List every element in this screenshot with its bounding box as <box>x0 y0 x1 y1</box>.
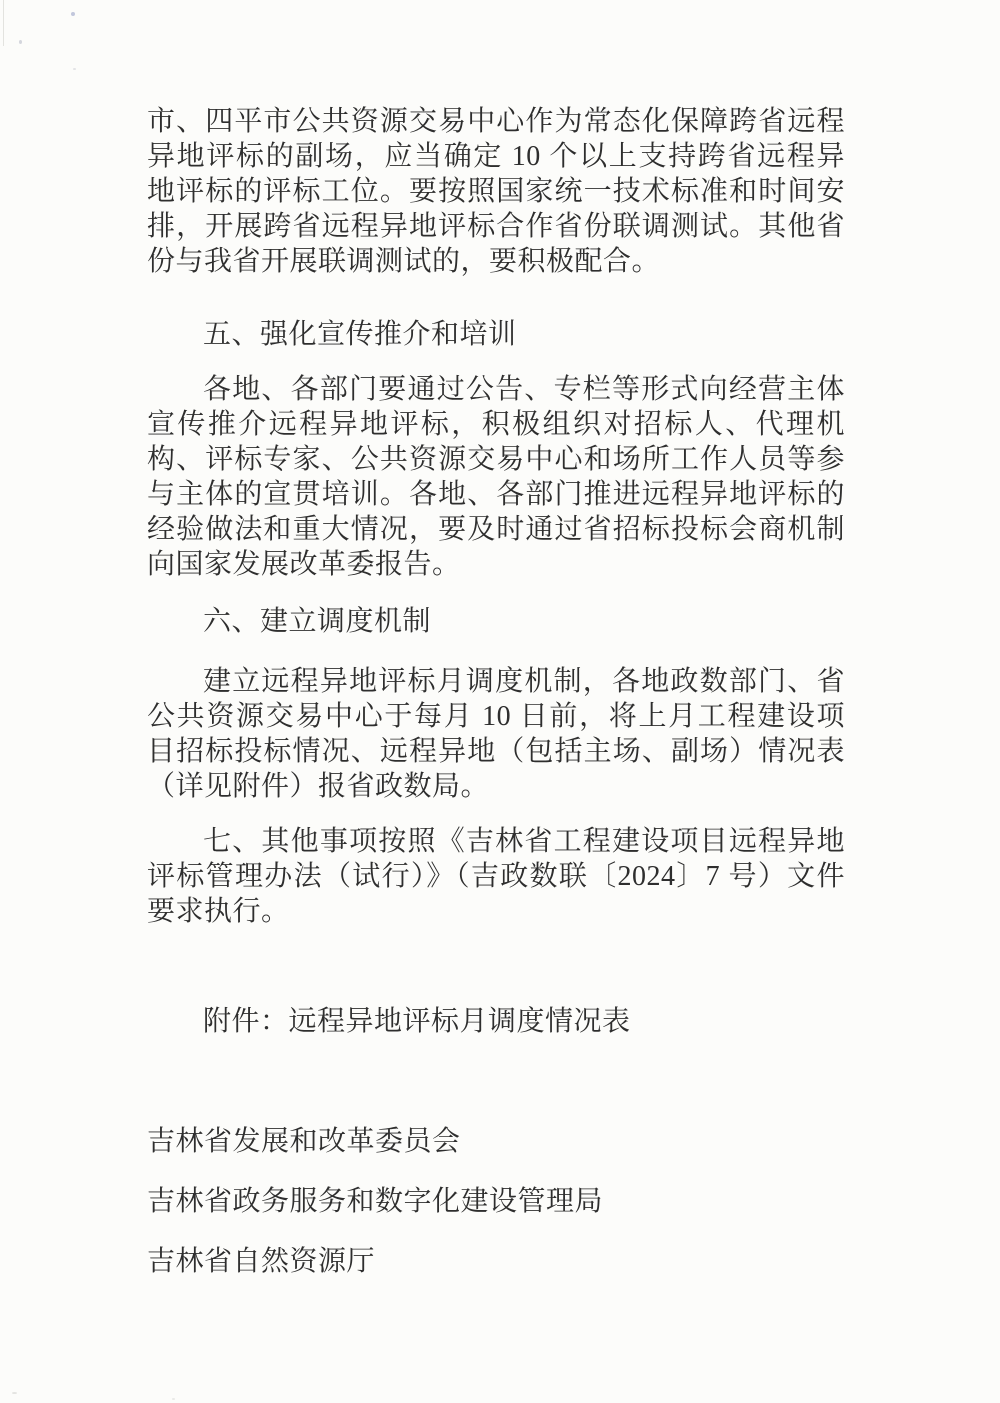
paragraph-continuation: 市、四平市公共资源交易中心作为常态化保障跨省远程异地评标的副场，应当确定 10 个以上支持跨省远程异地评标的评标工位。要按照国家统一技术标准和时间安排，开展跨省远程异地评标合作省份联调测试。其他省份与我省开展联调测试的，要积极配合。 <box>147 106 845 277</box>
signature-block <box>147 1124 845 1279</box>
scan-edge-artifact <box>3 0 4 46</box>
signature-org-3: 吉林省自然资源厅 <box>147 1246 376 1277</box>
attachment-note: 附件：远程异地评标月调度情况表 <box>203 1006 631 1037</box>
section-6-body: 建立远程异地评标月调度机制，各地政数部门、省公共资源交易中心于每月 10 日前，将上月工程建设项目招标投标情况、远程异地（包括主场、副场）情况表（详见附件）报省政数局。 <box>147 666 845 802</box>
section-6-heading: 六、建立调度机制 <box>203 606 432 637</box>
scan-speckle <box>12 1392 17 1394</box>
signature-org-1: 吉林省发展和改革委员会 <box>147 1126 461 1157</box>
scan-speckle <box>71 12 75 16</box>
section-5-body: 各地、各部门要通过公告、专栏等形式向经营主体宣传推介远程异地评标，积极组织对招标人、代理机构、评标专家、公共资源交易中心和场所工作人员等参与主体的宣贯培训。各地、各部门推进远程异地评标的经验做法和重大情况，要及时通过省招标投标会商机制向国家发展改革委报告。 <box>147 374 845 580</box>
document-body <box>147 104 845 1279</box>
section-5-heading: 五、强化宣传推介和培训 <box>203 319 517 350</box>
section-7-paragraph: 七、其他事项按照《吉林省工程建设项目远程异地评标管理办法（试行）》（吉政数联〔2024〕7 号）文件要求执行。 <box>147 826 845 927</box>
scan-speckle <box>172 1398 175 1400</box>
scan-speckle <box>73 68 76 70</box>
signature-org-2: 吉林省政务服务和数字化建设管理局 <box>147 1186 604 1217</box>
scan-speckle <box>19 40 22 44</box>
